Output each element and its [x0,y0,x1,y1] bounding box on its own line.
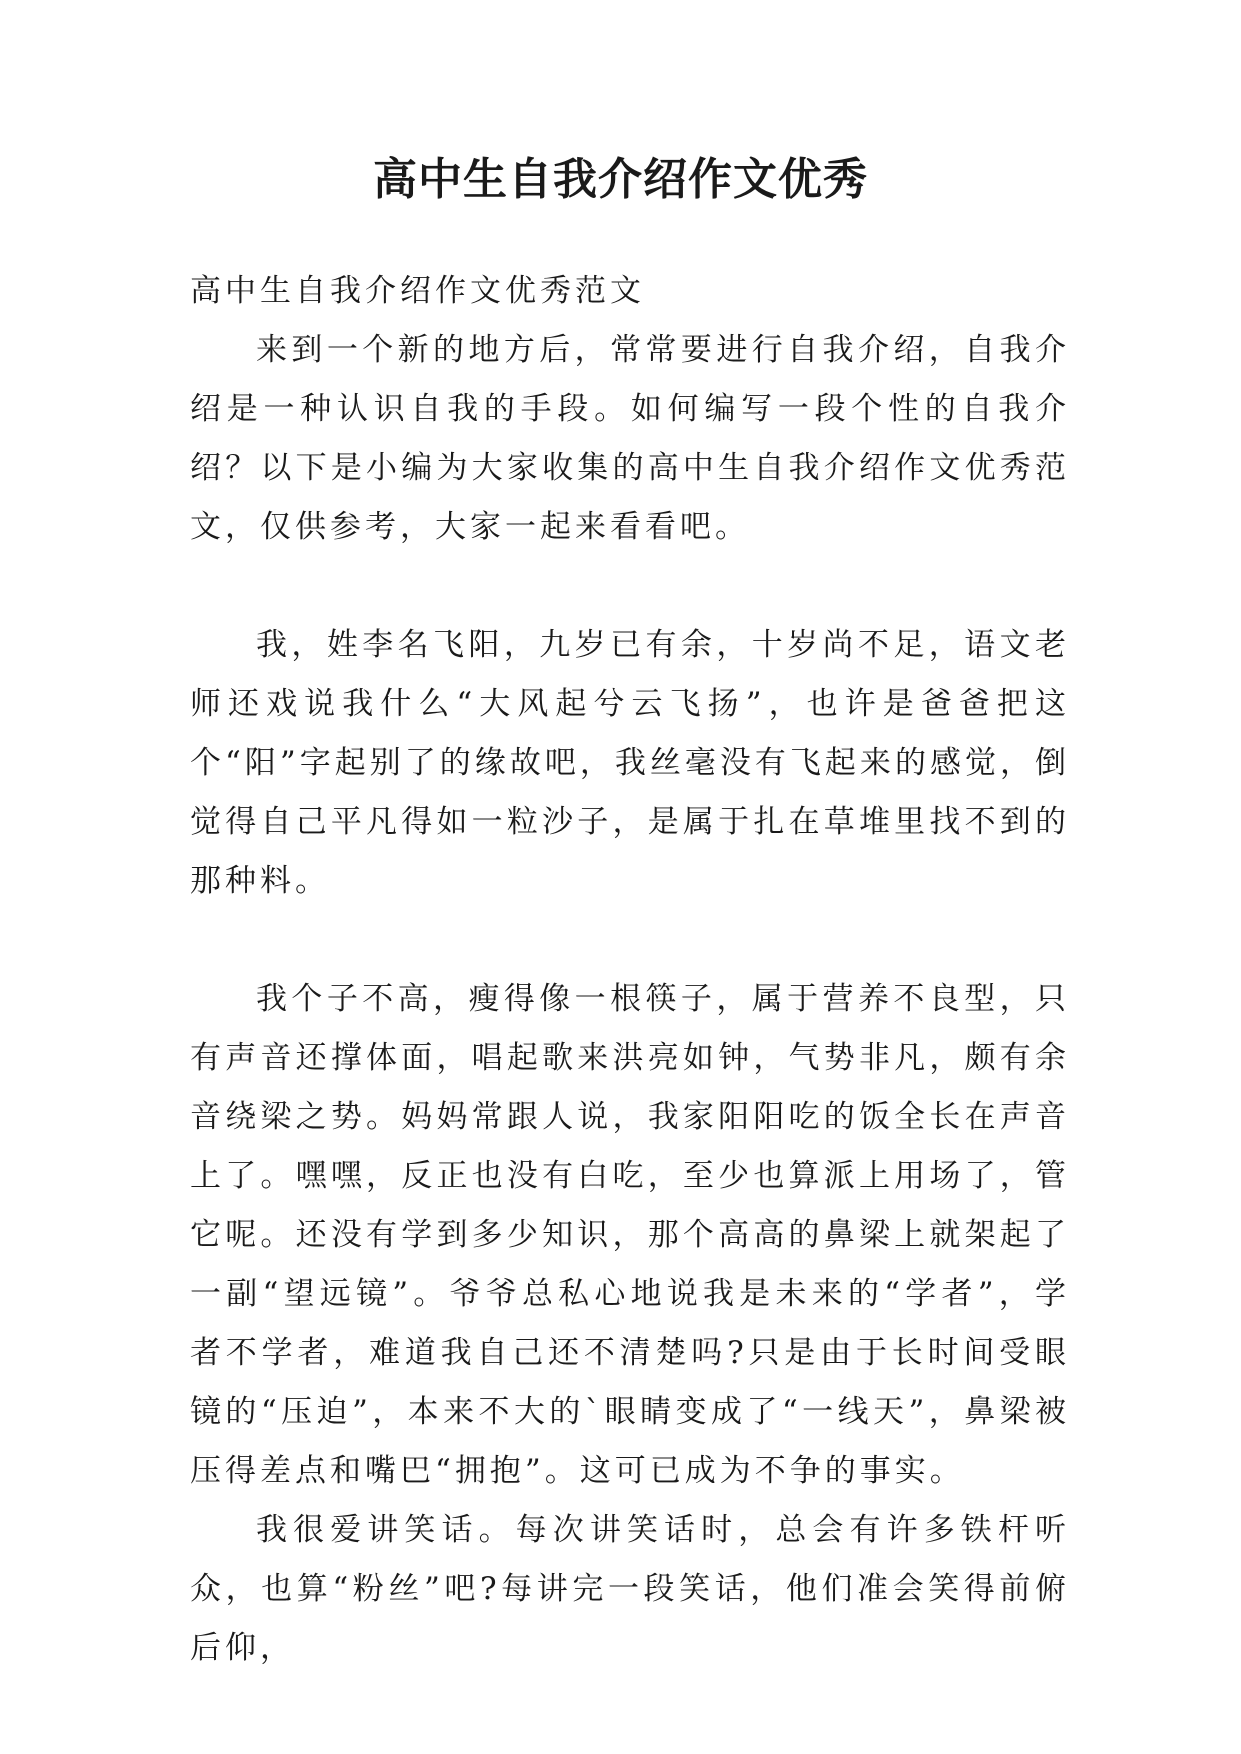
paragraph-intro: 来到一个新的地方后，常常要进行自我介绍，自我介绍是一种认识自我的手段。如何编写一段个性的自我介绍？以下是小编为大家收集的高中生自我介绍作文优秀范文，仅供参考，大家一起来看看吧。 [190,332,1070,545]
document-body [190,262,1070,1678]
paragraph-gap [190,557,1070,616]
document-subtitle: 高中生自我介绍作文优秀范文 [190,273,645,309]
paragraph-appearance: 我个子不高，瘦得像一根筷子，属于营养不良型，只有声音还撑体面，唱起歌来洪亮如钟，气势非凡，颇有余音绕梁之势。妈妈常跟人说，我家阳阳吃的饭全长在声音上了。嘿嘿，反正也没有白吃，至少也算派上用场了，管它呢。还没有学到多少知识，那个高高的鼻梁上就架起了一副“望远镜”。爷爷总私心地说我是未来的“学者”，学者不学者，难道我自己还不清楚吗?只是由于长时间受眼镜的“压迫”，本来不大的`眼睛变成了“一线天”，鼻梁被压得差点和嘴巴“拥抱”。这可已成为不争的事实。 [190,981,1070,1489]
paragraph-gap [190,911,1070,970]
paragraph-name: 我，姓李名飞阳，九岁已有余，十岁尚不足，语文老师还戏说我什么“大风起兮云飞扬”，也许是爸爸把这个“阳”字起别了的缘故吧，我丝毫没有飞起来的感觉，倒觉得自己平凡得如一粒沙子，是属于扎在草堆里找不到的那种料。 [190,627,1070,899]
document-title: 高中生自我介绍作文优秀 [373,154,868,205]
paragraph-jokes: 我很爱讲笑话。每次讲笑话时，总会有许多铁杆听众，也算“粉丝”吧?每讲完一段笑话，他们准会笑得前俯后仰， [190,1512,1070,1666]
